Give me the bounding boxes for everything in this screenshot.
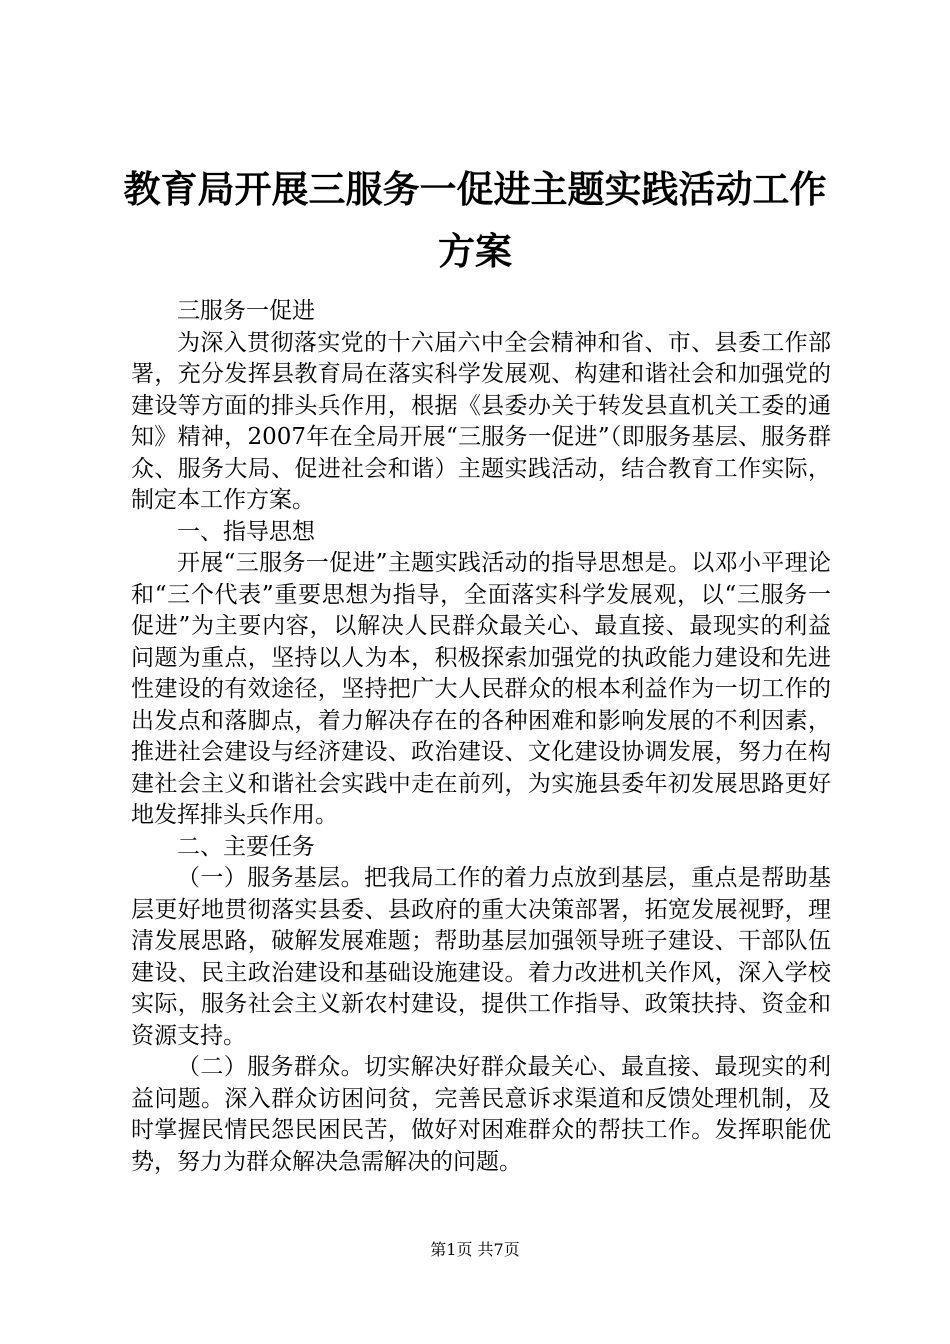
guiding-thought-paragraph: 开展“三服务一促进”主题实践活动的指导思想是。以邓小平理论和“三个代表”重要思想为指导，全面落实科学发展观，以“三服务一促进”为主要内容，以解决人民群众最关心、最直接、最现实的利益问题为重点，坚持以人为本，积极探索加强党的执政能力建设和先进性建设的有效途径，坚持把广大人民群众的根本利益作为一切工作的出发点和落脚点，着力解决存在的各种困难和影响发展的不利因素，推进社会建设与经济建设、政治建设、文化建设协调发展，努力在构建社会主义和谐社会实践中走在前列，为实施县委年初发展思路更好地发挥排头兵作用。 bbox=[131, 550, 831, 828]
task-one-paragraph: （一）服务基层。把我局工作的着力点放到基层，重点是帮助基层更好地贯彻落实县委、县政府的重大决策部署，拓宽发展视野，理清发展思路，破解发展难题；帮助基层加强领导班子建设、干部队伍建设、民主政治建设和基础设施建设。着力改进机关作风，深入学校实际，服务社会主义新农村建设，提供工作指导、政策扶持、资金和资源支持。 bbox=[131, 865, 831, 1049]
section-heading-guiding-thought: 一、指导思想 bbox=[177, 518, 315, 545]
section-heading-main-tasks: 二、主要任务 bbox=[177, 833, 315, 860]
subtitle-paragraph: 三服务一促进 bbox=[177, 298, 315, 324]
document-title: 教育局开展三服务一促进主题实践活动工作方案 bbox=[123, 167, 827, 273]
document-body bbox=[131, 296, 831, 1178]
intro-paragraph: 为深入贯彻落实党的十六届六中全会精神和省、市、县委工作部署，充分发挥县教育局在落实科学发展观、构建和谐社会和加强党的建设等方面的排头兵作用，根据《县委办关于转发县直机关工委的通知》精神，2007年在全局开展“三服务一促进”（即服务基层、服务群众、服务大局、促进社会和谐）主题实践活动，结合教育工作实际，制定本工作方案。 bbox=[131, 329, 831, 513]
task-two-paragraph: （二）服务群众。切实解决好群众最关心、最直接、最现实的利益问题。深入群众访困问贫，完善民意诉求渠道和反馈处理机制，及时掌握民情民怨民困民苦，做好对困难群众的帮扶工作。发挥职能优势，努力为群众解决急需解决的问题。 bbox=[131, 1054, 831, 1175]
page-number-footer: 第1页 共7页 bbox=[430, 1240, 520, 1259]
